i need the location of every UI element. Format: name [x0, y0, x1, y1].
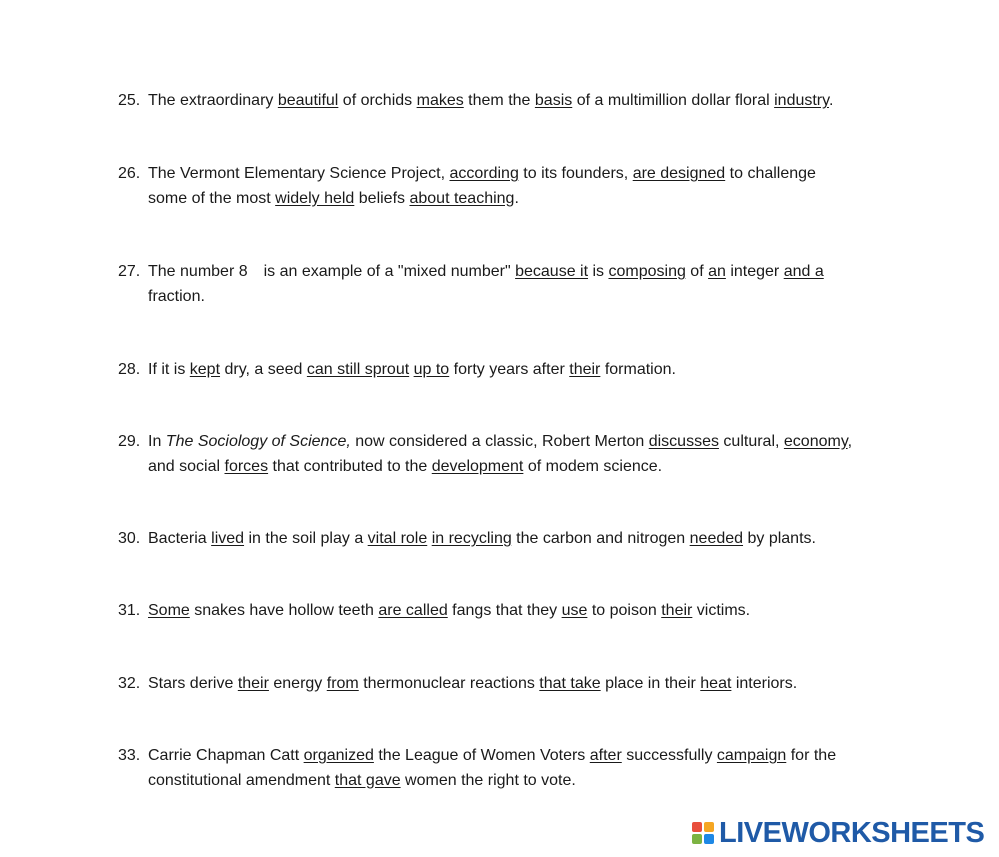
question-number: 27. [118, 263, 141, 280]
question-text: If it is kept dry, a seed can still sprout up to forty years after their formation. [148, 361, 676, 378]
question-27 [118, 260, 858, 309]
underlined-option-c[interactable]: campaign [716, 747, 787, 764]
underlined-option-b[interactable]: economy [783, 433, 848, 450]
underlined-option-d[interactable]: that gave [334, 771, 401, 789]
question-number: 25. [118, 92, 141, 109]
underlined-option-c[interactable]: an [708, 263, 726, 280]
underlined-option-a[interactable]: beautiful [277, 92, 339, 109]
question-number: 32. [118, 675, 141, 692]
question-30 [118, 527, 858, 552]
question-number: 26. [118, 165, 141, 182]
liveworksheets-wordmark: LIVEWORKSHEETS [719, 817, 985, 849]
underlined-option-b[interactable]: composing [608, 263, 686, 280]
question-28 [118, 358, 858, 383]
question-text: Some snakes have hollow teeth are called fangs that they use to poison their victims. [148, 602, 751, 619]
underlined-option-a[interactable]: organized [303, 747, 374, 764]
underlined-option-c[interactable]: basis [534, 92, 573, 109]
underlined-option-d[interactable]: industry [774, 92, 829, 109]
question-text: In The Sociology of Science, now considered a classic, Robert Merton discusses cultural, economy, and social forces that contributed to the development of modem science. [148, 433, 853, 475]
question-text: Bacteria lived in the soil play a vital role in recycling the carbon and nitrogen needed by plants. [148, 530, 816, 547]
underlined-option-b[interactable]: makes [416, 92, 464, 109]
underlined-option-a[interactable]: kept [189, 361, 221, 378]
question-text: The number 8 is an example of a "mixed number" because it is composing of an integer and a fraction. [148, 263, 824, 305]
underlined-option-b[interactable]: are designed [632, 165, 726, 182]
underlined-option-d[interactable]: and a [783, 263, 824, 280]
logo-square-3 [692, 834, 702, 844]
question-text: Stars derive their energy from thermonuclear reactions that take place in their heat interiors. [148, 675, 798, 692]
liveworksheets-branding[interactable] [692, 817, 984, 849]
underlined-option-a[interactable]: their [237, 675, 269, 692]
question-text: Carrie Chapman Catt organized the League of Women Voters after successfully campaign for the constitutional amendment that gave women the right to vote. [148, 747, 837, 789]
question-number: 33. [118, 747, 141, 764]
question-33 [118, 744, 858, 793]
underlined-option-c[interactable]: that take [539, 675, 601, 692]
question-32 [118, 672, 858, 697]
underlined-option-a[interactable]: because it [515, 263, 589, 280]
underlined-option-d[interactable]: their [661, 602, 693, 619]
liveworksheets-logo-icon [692, 820, 716, 846]
underlined-option-c[interactable]: use [561, 602, 588, 619]
underlined-option-d[interactable]: needed [689, 530, 744, 547]
underlined-option-b[interactable]: after [589, 747, 622, 764]
book-title: The Sociology of Science, [165, 433, 351, 450]
question-number: 31. [118, 602, 141, 619]
underlined-option-b[interactable]: from [326, 675, 359, 692]
underlined-option-b[interactable]: vital role [367, 530, 428, 547]
underlined-option-c[interactable]: forces [224, 457, 269, 475]
logo-square-1 [692, 822, 702, 832]
underlined-option-d[interactable]: development [431, 457, 524, 475]
question-number: 28. [118, 361, 141, 378]
underlined-option-d[interactable]: heat [700, 675, 732, 692]
underlined-option-a[interactable]: according [449, 165, 519, 182]
underlined-option-d[interactable]: their [569, 361, 601, 378]
logo-square-2 [704, 822, 714, 832]
underlined-option-c[interactable]: widely held [275, 189, 355, 207]
question-26 [118, 162, 858, 211]
question-text: The extraordinary beautiful of orchids makes them the basis of a multimillion dollar floral industry. [148, 92, 834, 109]
logo-square-4 [704, 834, 714, 844]
question-number: 30. [118, 530, 141, 547]
question-text: The Vermont Elementary Science Project, according to its founders, are designed to challenge some of the most widely held beliefs about teaching. [148, 165, 816, 207]
underlined-option-c[interactable]: up to [413, 361, 450, 378]
underlined-option-b[interactable]: are called [378, 602, 448, 619]
underlined-option-a[interactable]: discusses [648, 433, 719, 450]
underlined-option-a[interactable]: Some [148, 602, 190, 619]
question-25 [118, 89, 858, 114]
underlined-option-d[interactable]: about teaching [409, 189, 515, 207]
underlined-option-a[interactable]: lived [211, 530, 245, 547]
question-29 [118, 430, 858, 479]
underlined-option-c[interactable]: in recycling [431, 530, 512, 547]
underlined-option-b[interactable]: can still sprout [306, 361, 410, 378]
question-number: 29. [118, 433, 141, 450]
question-31 [118, 599, 858, 624]
